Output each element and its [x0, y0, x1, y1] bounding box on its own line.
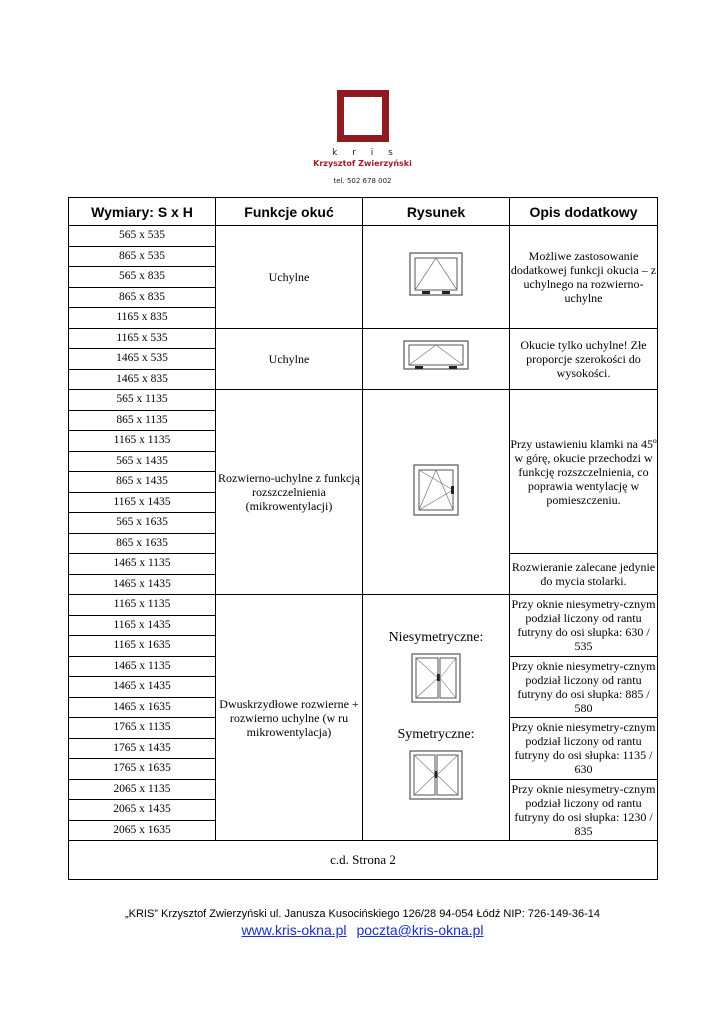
dimension-cell: 1165 x 1135: [69, 595, 216, 616]
dimension-cell: 565 x 835: [69, 267, 216, 288]
description-cell: Przy oknie niesymetry-cznym podział liczony od rantu futryny do osi słupka: 885 / 580: [510, 656, 658, 718]
table-row: [69, 390, 658, 411]
dimension-cell: 1465 x 1635: [69, 697, 216, 718]
header-description: Opis dodatkowy: [510, 198, 658, 226]
symmetric-double-window-icon: [408, 749, 464, 801]
dimension-cell: 865 x 835: [69, 287, 216, 308]
drawing-cell: [363, 226, 510, 329]
asymmetric-double-window-icon: [410, 652, 462, 704]
header-drawing: Rysunek: [363, 198, 510, 226]
dimension-cell: 865 x 535: [69, 246, 216, 267]
logo-brand-text: k r i s: [332, 148, 399, 158]
description-cell: Okucie tylko uchylne! Złe proporcje szerokości do wysokości.: [510, 328, 658, 390]
dimension-cell: 2065 x 1135: [69, 779, 216, 800]
description-cell: Przy oknie niesymetry-cznym podział liczony od rantu futryny do osi słupka: 630 / 535: [510, 595, 658, 657]
dimension-cell: 865 x 1435: [69, 472, 216, 493]
dimension-cell: 1465 x 1435: [69, 677, 216, 698]
dimension-cell: 1465 x 835: [69, 369, 216, 390]
company-address: „KRIS” Krzysztof Zwierzyński ul. Janusza Kusocińskiego 126/28 94-054 Łódź NIP: 726-149-36-14: [124, 908, 601, 920]
symmetric-label: Symetryczne:: [397, 726, 475, 742]
dimension-cell: 1165 x 1435: [69, 492, 216, 513]
dimension-cell: 1465 x 1135: [69, 554, 216, 575]
table-row: [69, 226, 658, 247]
asymmetric-label: Niesymetryczne:: [388, 629, 484, 645]
fitting-function-cell: Rozwierno-uchylne z funkcją rozszczelnienia (mikrowentylacji): [216, 390, 363, 595]
window-dimensions-table: [68, 197, 658, 880]
description-cell: Przy oknie niesymetry-cznym podział liczony od rantu futryny do osi słupka: 1230 / 835: [510, 779, 658, 841]
dimension-cell: 2065 x 1435: [69, 800, 216, 821]
dimension-cell: 565 x 535: [69, 226, 216, 247]
dimension-cell: 2065 x 1635: [69, 820, 216, 841]
logo-square-mark: [337, 90, 389, 142]
dimension-cell: 1765 x 1635: [69, 759, 216, 780]
description-cell: Przy oknie niesymetry-cznym podział liczony od rantu futryny do osi słupka: 1135 / 630: [510, 718, 658, 780]
dimension-cell: 1165 x 1435: [69, 615, 216, 636]
dimension-cell: 565 x 1435: [69, 451, 216, 472]
description-cell: Przy ustawieniu klamki na 45º w górę, okucie przechodzi w funkcję rozszczelnienia, co poprawia wentylację w pomieszczeniu.: [510, 390, 658, 554]
table-row: [69, 595, 658, 616]
table-row: [69, 328, 658, 349]
dimension-cell: 1465 x 1435: [69, 574, 216, 595]
dimension-cell: 565 x 1635: [69, 513, 216, 534]
dimension-cell: 1465 x 1135: [69, 656, 216, 677]
dimension-cell: 565 x 1135: [69, 390, 216, 411]
contact-links: [0, 922, 725, 938]
logo-owner-name: Krzysztof Zwierzyński: [313, 159, 412, 168]
table-footer-row: [69, 841, 658, 880]
description-cell: Możliwe zastosowanie dodatkowej funkcji okucia – z uchylnego na rozwierno-uchylne: [510, 226, 658, 329]
header-dimensions: Wymiary: S x H: [69, 198, 216, 226]
dimension-cell: 865 x 1135: [69, 410, 216, 431]
email-link[interactable]: poczta@kris-okna.pl: [356, 922, 484, 938]
dimension-cell: 1165 x 1135: [69, 431, 216, 452]
dimension-cell: 1165 x 835: [69, 308, 216, 329]
website-link[interactable]: www.kris-okna.pl: [241, 922, 347, 938]
table-header-row: [69, 198, 658, 226]
drawing-cell: [363, 595, 510, 841]
dimension-cell: 1165 x 1635: [69, 636, 216, 657]
dimension-cell: 1465 x 535: [69, 349, 216, 370]
fitting-function-cell: Uchylne: [216, 328, 363, 390]
drawing-cell: [363, 328, 510, 390]
dimension-cell: 1165 x 535: [69, 328, 216, 349]
continued-note: c.d. Strona 2: [69, 841, 658, 880]
logo-phone: tel. 502 678 002: [333, 177, 392, 185]
fitting-function-cell: Uchylne: [216, 226, 363, 329]
header-fittings: Funkcje okuć: [216, 198, 363, 226]
dimension-cell: 1765 x 1435: [69, 738, 216, 759]
description-cell: Rozwieranie zalecane jedynie do mycia stolarki.: [510, 554, 658, 595]
wide-tilt-window-icon: [401, 338, 471, 374]
fitting-function-cell: Dwuskrzydłowe rozwierne + rozwierno uchylne (w ru mikrowentylacja): [216, 595, 363, 841]
drawing-cell: [363, 390, 510, 595]
company-logo: [300, 84, 425, 185]
tilt-turn-window-icon: [411, 462, 461, 518]
dimension-cell: 1765 x 1135: [69, 718, 216, 739]
dimension-cell: 865 x 1635: [69, 533, 216, 554]
tilt-window-icon: [406, 250, 466, 298]
